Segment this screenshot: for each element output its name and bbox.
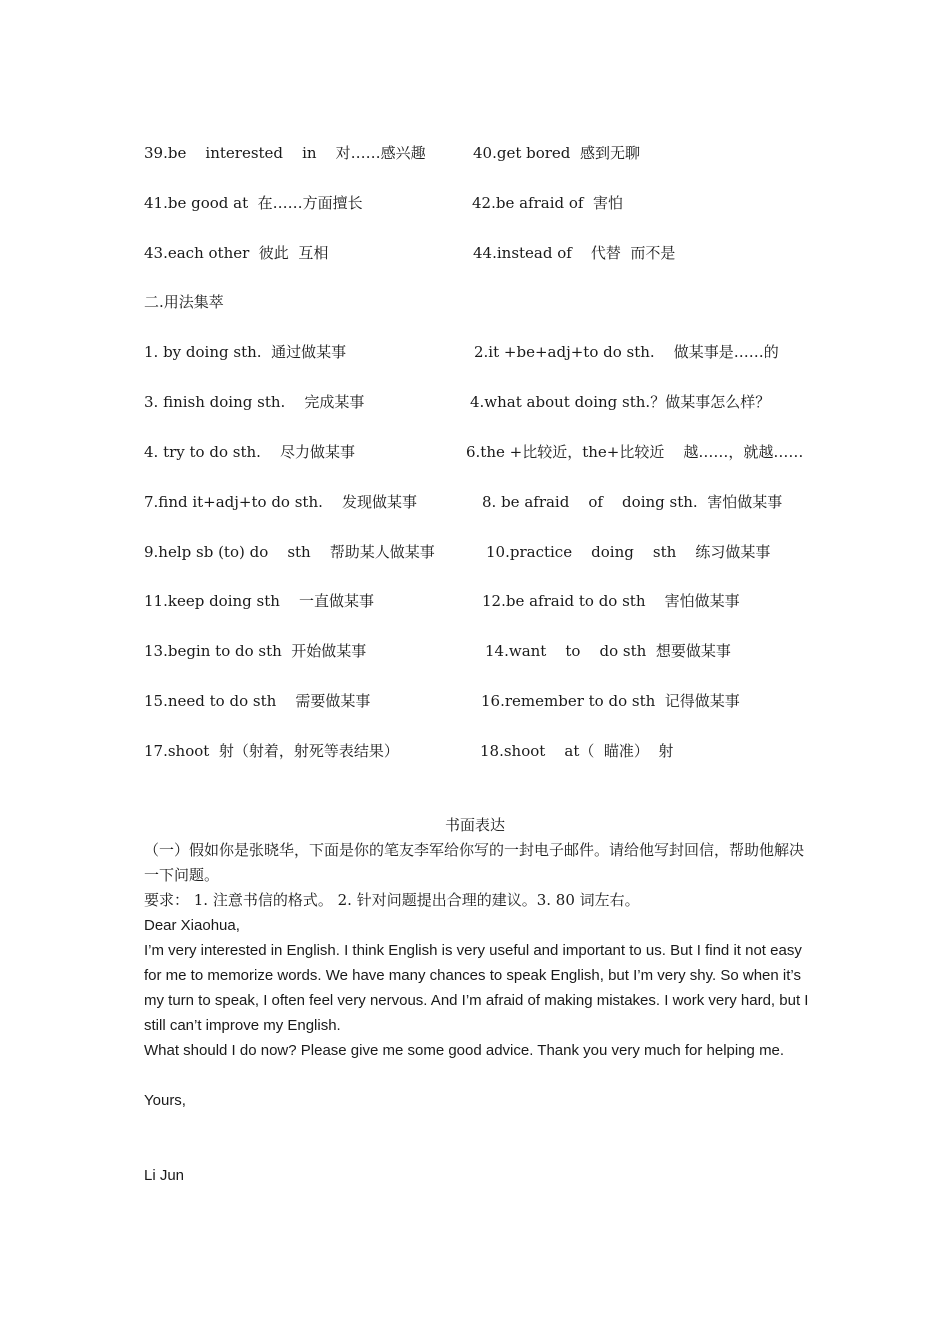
usage-2-left: 3. finish doing sth. 完成某事 bbox=[144, 393, 365, 411]
usage-3-right: 6.the +比较近，the+比较近 越……，就越…… bbox=[466, 443, 804, 461]
section-heading: 二.用法集萃 bbox=[144, 293, 224, 311]
usage-1-left: 1. by doing sth. 通过做某事 bbox=[144, 343, 347, 361]
usage-5-right: 10.practice doing sth 练习做某事 bbox=[486, 543, 771, 561]
usage-4-left: 7.find it+adj+to do sth. 发现做某事 bbox=[144, 493, 417, 511]
usage-9-right: 18.shoot at（ 瞄准） 射 bbox=[480, 742, 674, 760]
phrase-41: 41.be good at 在……方面擅长 bbox=[144, 194, 363, 212]
letter-closing-question: What should I do now? Please give me some good advice. Thank you very much for helping me. bbox=[144, 1042, 785, 1059]
writing-requirements: 要求： 1. 注意书信的格式。 2. 针对问题提出合理的建议。3. 80 词左右。 bbox=[144, 891, 640, 909]
writing-prompt: （一）假如你是张晓华，下面是你的笔友李军给你写的一封电子邮件。请给他写封回信，帮助他解决一下问题。 bbox=[144, 841, 805, 884]
usage-8-right: 16.remember to do sth 记得做某事 bbox=[481, 692, 740, 710]
usage-3-left: 4. try to do sth. 尽力做某事 bbox=[144, 443, 355, 461]
phrase-43: 43.each other 彼此 互相 bbox=[144, 244, 329, 262]
letter-greeting: Dear Xiaohua, bbox=[144, 917, 240, 934]
usage-7-left: 13.begin to do sth 开始做某事 bbox=[144, 642, 367, 660]
phrase-39: 39.be interested in 对……感兴趣 bbox=[144, 144, 426, 162]
usage-5-left: 9.help sb (to) do sth 帮助某人做某事 bbox=[144, 543, 435, 561]
letter-body: I’m very interested in English. I think English is very useful and important to us. But I find it not easy for me to memorize words. We have many chances to speak English, but I’m very shy. So when it’s my turn to speak, I often feel very nervous. And I’m afraid of making mistakes. I work very hard, but I still can’t improve my English. bbox=[144, 942, 809, 1034]
usage-6-right: 12.be afraid to do sth 害怕做某事 bbox=[482, 592, 740, 610]
usage-7-right: 14.want to do sth 想要做某事 bbox=[485, 642, 731, 660]
usage-6-left: 11.keep doing sth 一直做某事 bbox=[144, 592, 374, 610]
usage-9-left: 17.shoot 射（射着，射死等表结果） bbox=[144, 742, 399, 760]
letter-signoff: Yours, bbox=[144, 1092, 186, 1109]
phrase-42: 42.be afraid of 害怕 bbox=[472, 194, 623, 212]
phrase-44: 44.instead of 代替 而不是 bbox=[473, 244, 676, 262]
usage-2-right: 4.what about doing sth.？做某事怎么样？ bbox=[470, 393, 771, 411]
letter-signature: Li Jun bbox=[144, 1167, 185, 1184]
writing-title: 书面表达 bbox=[444, 816, 505, 834]
usage-1-right: 2.it +be+adj+to do sth. 做某事是……的 bbox=[474, 343, 779, 361]
usage-4-right: 8. be afraid of doing sth. 害怕做某事 bbox=[482, 493, 783, 511]
usage-8-left: 15.need to do sth 需要做某事 bbox=[144, 692, 371, 710]
phrase-40: 40.get bored 感到无聊 bbox=[473, 144, 640, 162]
